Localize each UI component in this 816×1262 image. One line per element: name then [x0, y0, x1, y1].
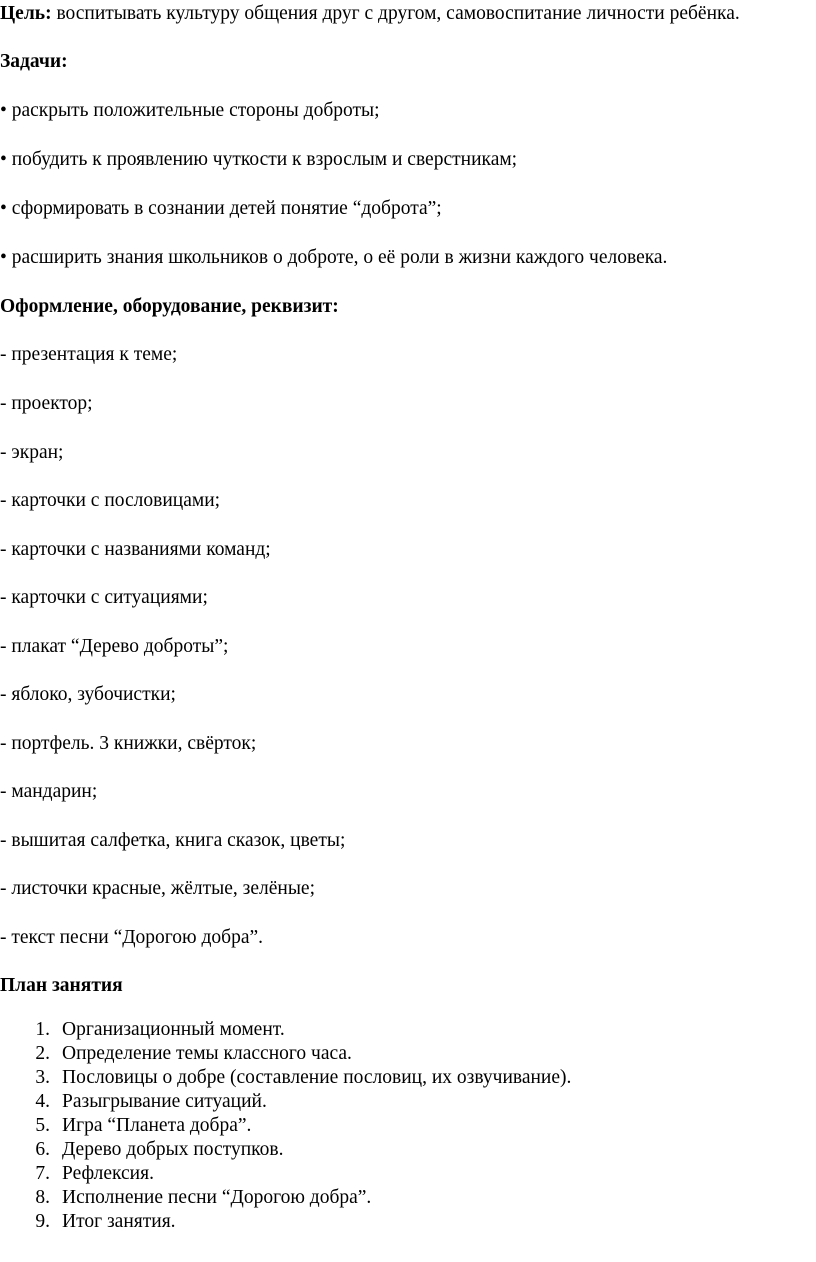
equipment-heading: Оформление, оборудование, реквизит:	[0, 296, 339, 317]
plan-item-text: Рефлексия.	[62, 1163, 154, 1184]
goal-label: Цель:	[0, 3, 52, 24]
task-item: • расширить знания школьников о доброте, о её роли в жизни каждого человека.	[0, 247, 668, 268]
task-item: • раскрыть положительные стороны доброты;	[0, 100, 380, 121]
task-item: • побудить к проявлению чуткости к взрослым и сверстникам;	[0, 149, 518, 170]
plan-heading: План занятия	[0, 975, 123, 996]
equipment-item: - презентация к теме;	[0, 344, 178, 365]
plan-item-text: Разыгрывание ситуаций.	[62, 1091, 267, 1112]
equipment-item: - плакат “Дерево доброты”;	[0, 636, 229, 657]
plan-item-number: 8.	[35, 1187, 50, 1208]
plan-item-text: Игра “Планета добра”.	[62, 1115, 252, 1136]
plan-item-text: Определение темы классного часа.	[62, 1043, 352, 1064]
plan-item-text: Итог занятия.	[62, 1211, 176, 1232]
equipment-item: - экран;	[0, 442, 64, 463]
plan-item-text: Исполнение песни “Дорогою добра”.	[62, 1187, 372, 1208]
tasks-heading: Задачи:	[0, 51, 68, 72]
plan-item-text: Организационный момент.	[62, 1019, 285, 1040]
equipment-item: - карточки с пословицами;	[0, 490, 221, 511]
plan-item-text: Дерево добрых поступков.	[62, 1139, 284, 1160]
equipment-item: - текст песни “Дорогою добра”.	[0, 927, 264, 948]
goal-paragraph	[0, 2, 740, 26]
plan-item-number: 2.	[35, 1043, 50, 1064]
task-item: • сформировать в сознании детей понятие “доброта”;	[0, 198, 442, 219]
equipment-item: - вышитая салфетка, книга сказок, цветы;	[0, 830, 346, 851]
plan-item-number: 7.	[35, 1163, 50, 1184]
plan-item-number: 6.	[35, 1139, 50, 1160]
plan-item-number: 3.	[35, 1067, 50, 1088]
equipment-item: - карточки с названиями команд;	[0, 539, 271, 560]
equipment-item: - проектор;	[0, 393, 93, 414]
equipment-item: - портфель. 3 книжки, свёрток;	[0, 733, 257, 754]
equipment-item: - мандарин;	[0, 781, 98, 802]
plan-item-text: Пословицы о добре (составление пословиц, их озвучивание).	[62, 1067, 572, 1088]
plan-item-number: 9.	[35, 1211, 50, 1232]
equipment-item: - карточки с ситуациями;	[0, 587, 208, 608]
equipment-item: - яблоко, зубочистки;	[0, 684, 176, 705]
plan-item-number: 5.	[35, 1115, 50, 1136]
plan-item-number: 4.	[35, 1091, 50, 1112]
equipment-item: - листочки красные, жёлтые, зелёные;	[0, 878, 316, 899]
plan-item-number: 1.	[35, 1019, 50, 1040]
goal-text: воспитывать культуру общения друг с другом, самовоспитание личности ребёнка.	[51, 3, 740, 24]
